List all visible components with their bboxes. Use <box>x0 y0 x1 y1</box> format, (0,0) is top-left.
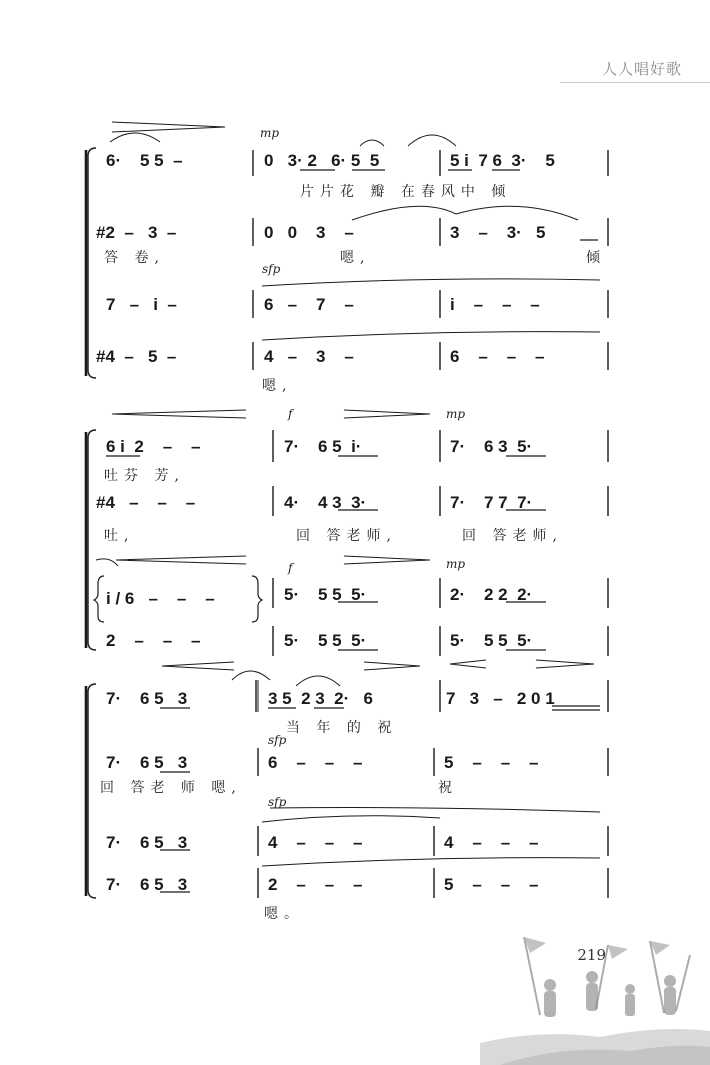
s1-r4-m1: #4 – 5 – <box>96 347 177 366</box>
s2-r1-m2: 7· 6 5 i· <box>284 437 362 456</box>
dynamic-f-3: f <box>288 561 293 575</box>
s1-r4-m2: 4 – 3 – <box>264 347 354 366</box>
dynamic-mp-3: mp <box>446 557 466 571</box>
s3-r3-m2: 4 – – – <box>268 833 363 852</box>
s3-r1-m3: 7 3 – 2 0 1 <box>446 689 555 708</box>
s2-r3-m3: 2· 2 2 2· <box>450 585 533 604</box>
s1-r1-m2: 0 3· 2 6· 5 5 <box>264 151 380 170</box>
s1-r3-m1: 7 – i – <box>106 295 177 314</box>
s2-r2-m3: 7· 7 7 7· <box>450 493 533 512</box>
dynamic-mp-1: mp <box>260 126 280 140</box>
page-number: 219 <box>577 946 606 964</box>
s3-r1-m1: 7· 6 5 3 <box>106 689 188 708</box>
system-1-bracket <box>88 148 96 378</box>
dynamic-mp-2: mp <box>446 407 466 421</box>
s2-r3-m2: 5· 5 5 5· <box>284 585 367 604</box>
s2-r4-m3: 5· 5 5 5· <box>450 631 533 650</box>
s1-r1-m1: 6· 5 5 – <box>106 151 183 170</box>
s2-r2-m1: #4 – – – <box>96 493 196 512</box>
s1-lyric-soprano: 片片花 瓣 在春风中 倾 <box>300 184 512 200</box>
s2-lyric-alto-b: 回 答老师, <box>296 528 397 544</box>
s3-r1-m2: 3 5 2 3 2· 6 <box>268 689 373 708</box>
s1-lyric-alto-a: 答 卷, <box>104 250 165 266</box>
s1-lyric-alto-c: 倾 <box>586 250 606 266</box>
decorative-illustration <box>480 925 710 1065</box>
s2-r1-m1: 6 i 2 – – <box>106 437 201 456</box>
system-3-bracket <box>88 684 96 898</box>
s1-r4-m3: 6 – – – <box>450 347 545 366</box>
s1-r3-m2: 6 – 7 – <box>264 295 354 314</box>
page-header-title: 人人唱好歌 <box>601 60 682 78</box>
s3-lyric-alto-b: 祝 <box>438 780 458 796</box>
dynamic-sfp-2: sfp <box>268 733 287 747</box>
s3-lyric-alto-a: 回 答老 师 嗯, <box>100 780 242 796</box>
s2-lyric-soprano: 吐芬 芳, <box>104 468 185 484</box>
s1-lyric-alto-b: 嗯, <box>340 250 371 266</box>
s2-lyric-alto-c: 回 答老师, <box>462 528 563 544</box>
dynamic-sfp-1: sfp <box>262 262 281 276</box>
s3-r3-m1: 7· 6 5 3 <box>106 833 188 852</box>
s2-r4-m1: 2 – – – <box>106 631 201 650</box>
s2-r3-m1: i / 6 – – – <box>106 589 215 608</box>
s3-lyric-soprano: 当 年 的 祝 <box>286 720 398 736</box>
s3-r3-m3: 4 – – – <box>444 833 539 852</box>
s3-r2-m2: 6 – – – <box>268 753 363 772</box>
s1-r2-m3: 3 – 3· 5 <box>450 223 546 242</box>
s1-lyric-bass: 嗯, <box>262 378 293 394</box>
s1-r3-m3: i – – – <box>450 295 540 314</box>
s3-r2-m1: 7· 6 5 3 <box>106 753 188 772</box>
s3-r2-m3: 5 – – – <box>444 753 539 772</box>
s3-r4-m1: 7· 6 5 3 <box>106 875 188 894</box>
s1-r2-m1: #2 – 3 – <box>96 223 177 242</box>
s2-r4-m2: 5· 5 5 5· <box>284 631 367 650</box>
s2-r2-m2: 4· 4 3 3· <box>284 493 367 512</box>
s2-r1-m3: 7· 6 3 5· <box>450 437 533 456</box>
s3-r4-m2: 2 – – – <box>268 875 363 894</box>
s3-r4-m3: 5 – – – <box>444 875 539 894</box>
s2-lyric-alto-a: 吐, <box>104 528 135 544</box>
dynamic-f-2: f <box>288 407 293 421</box>
s1-r2-m2: 0 0 3 – <box>264 223 354 242</box>
s3-lyric-bass: 嗯。 <box>264 906 304 922</box>
system-2-bracket <box>88 430 96 650</box>
dynamic-sfp-3: sfp <box>268 795 287 809</box>
s1-r1-m3: 5 i 7 6 3· 5 <box>450 151 555 170</box>
